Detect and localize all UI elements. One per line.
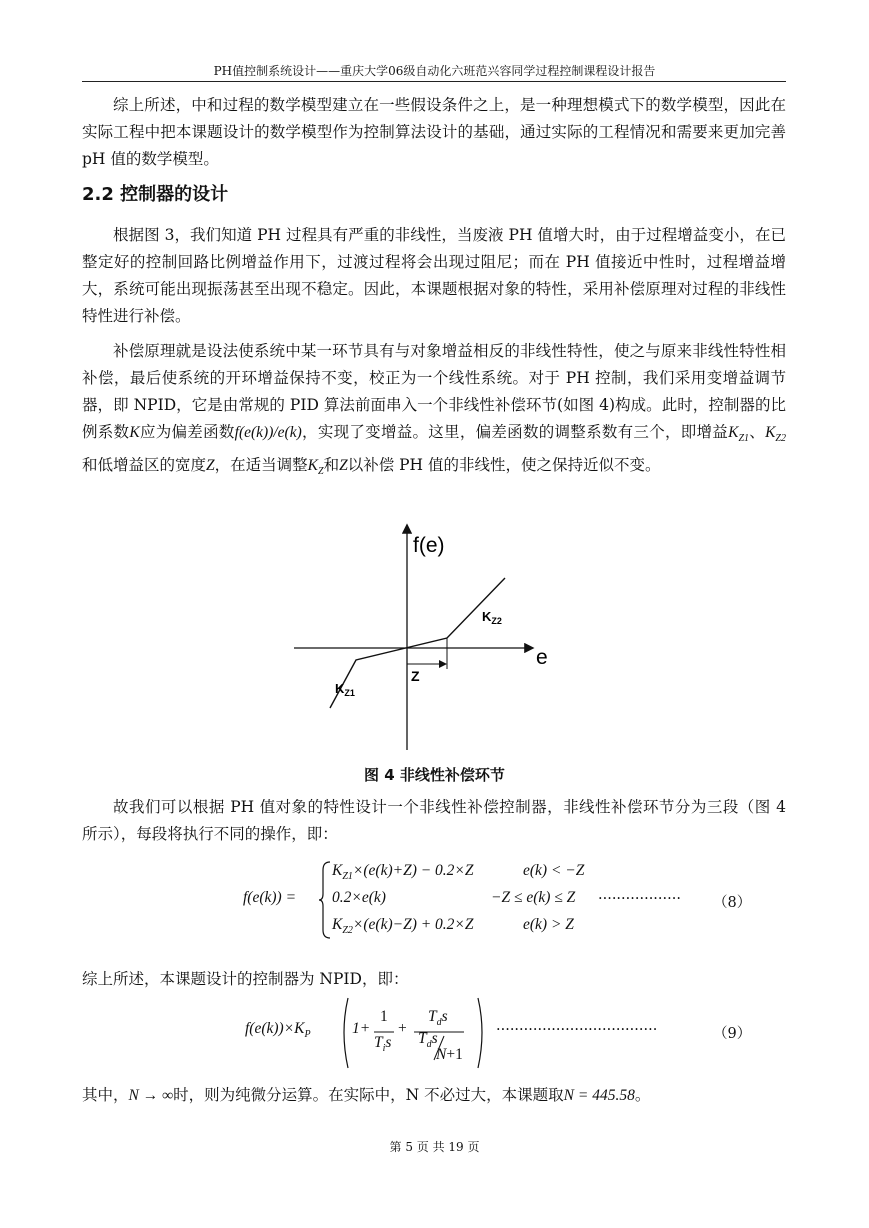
section-title: 2.2 控制器的设计 <box>82 184 229 205</box>
eq8-row3-cond: e(k) > Z <box>523 916 574 933</box>
eq8-row3: $K_{Z2}\times(e(k)-Z) + 0.2\times Z$ <box>332 916 474 937</box>
paragraph-npid: 综上所述，本课题设计的控制器为 NPID，即： <box>82 970 409 988</box>
eq8-row1-cond: e(k) < −Z <box>523 862 585 879</box>
page-footer: 第 5 页 共 19 页 <box>389 1140 480 1154</box>
eq9-frac1-den: $T_is$ <box>374 1034 392 1055</box>
eq9-lhs: $f(e(k))\times K_P$ <box>245 1020 311 1041</box>
x-axis-label: e <box>536 646 548 669</box>
paragraph-nonlinearity: 根据图 3，我们知道 PH 过程具有严重的非线性，当废液 PH 值增大时，由于过程增益变小，在已整定好的控制回路比例增益作用下，过渡过程将会出现过阻尼；而在 PH 值接近中性时，过程增益增大，系统可能出现振荡甚至出现不稳定。因此，本课题根据对象的特性，采用补偿原理对过程的非线性特性进行补偿。 <box>82 226 786 325</box>
paragraph-summary-model: 综上所述，中和过程的数学模型建立在一些假设条件之上，是一种理想模式下的数学模型，因此在实际工程中把本课题设计的数学模型作为控制算法设计的基础，通过实际的工程情况和需要来更加完善 pH 值的数学模型。 <box>82 96 786 168</box>
eq8-row2: 0.2×e(k) <box>332 889 386 906</box>
figure-caption: 图 4 非线性补偿环节 <box>364 766 505 784</box>
compensation-curve <box>330 578 505 708</box>
eq8-row1: $K_{Z1}\times(e(k)+Z) - 0.2\times Z$ <box>332 862 474 883</box>
kz1-label: $K_{Z1}$ <box>335 681 355 698</box>
eq9-frac2-den: $T_ds$ <box>418 1030 438 1051</box>
eq8-row2-cond: −Z ≤ e(k) ≤ Z <box>491 889 576 906</box>
eq9-frac1-num: 1 <box>380 1008 388 1025</box>
eq8-lhs: f(e(k)) = <box>243 889 297 906</box>
z-label: Z <box>411 668 420 684</box>
eq9-one-plus: 1+ <box>352 1020 371 1037</box>
eq8-dots: ·················· <box>598 891 681 907</box>
eq9-number: （9） <box>713 1026 752 1042</box>
kz2-label: $K_{Z2}$ <box>482 609 502 626</box>
eq9-dots: ··································· <box>496 1022 658 1038</box>
y-axis-label: f(e) <box>413 534 445 557</box>
eq9-plus: + <box>398 1020 407 1037</box>
paragraph-three-segments: 故我们可以根据 PH 值对象的特性设计一个非线性补偿控制器，非线性补偿环节分为三段（图 4 所示），每段将执行不同的操作，即： <box>82 798 786 843</box>
paragraph-compensation: 补偿原理就是设法使系统中某一环节具有与对象增益相反的非线性特性，使之与原来非线性特性相补偿，最后使系统的开环增益保持不变，校正为一个线性系统。对于 PH 控制，我们采用变增益调节器，即 NPID，它是由常规的 PID 算法前面串入一个非线性补偿环节(如图 4)构成。此时，控制器的比例系数K应为偏差函数f(e(k))/e(k)，实现了变增益。这里，偏差函数的调整系数有三个，即增益$K_{Z1}$、$K_{Z2}$和低增益区的宽度Z，在适当调整$K_Z$和Z以补偿 PH 值的非线性，使之保持近似不变。 <box>82 342 786 478</box>
eq8-number: （8） <box>713 895 752 911</box>
eq9-frac2-den-n: N+1 <box>436 1046 463 1063</box>
page-header: PH值控制系统设计——重庆大学06级自动化六班范兴容同学过程控制课程设计报告 <box>213 64 656 78</box>
eq8-brace <box>318 860 332 940</box>
paragraph-derivative-note: 其中，N → ∞时，则为纯微分运算。在实际中，N 不必过大，本课题取N = 445.58。 <box>82 1086 651 1104</box>
eq9-frac2-num: $T_ds$ <box>428 1008 448 1029</box>
